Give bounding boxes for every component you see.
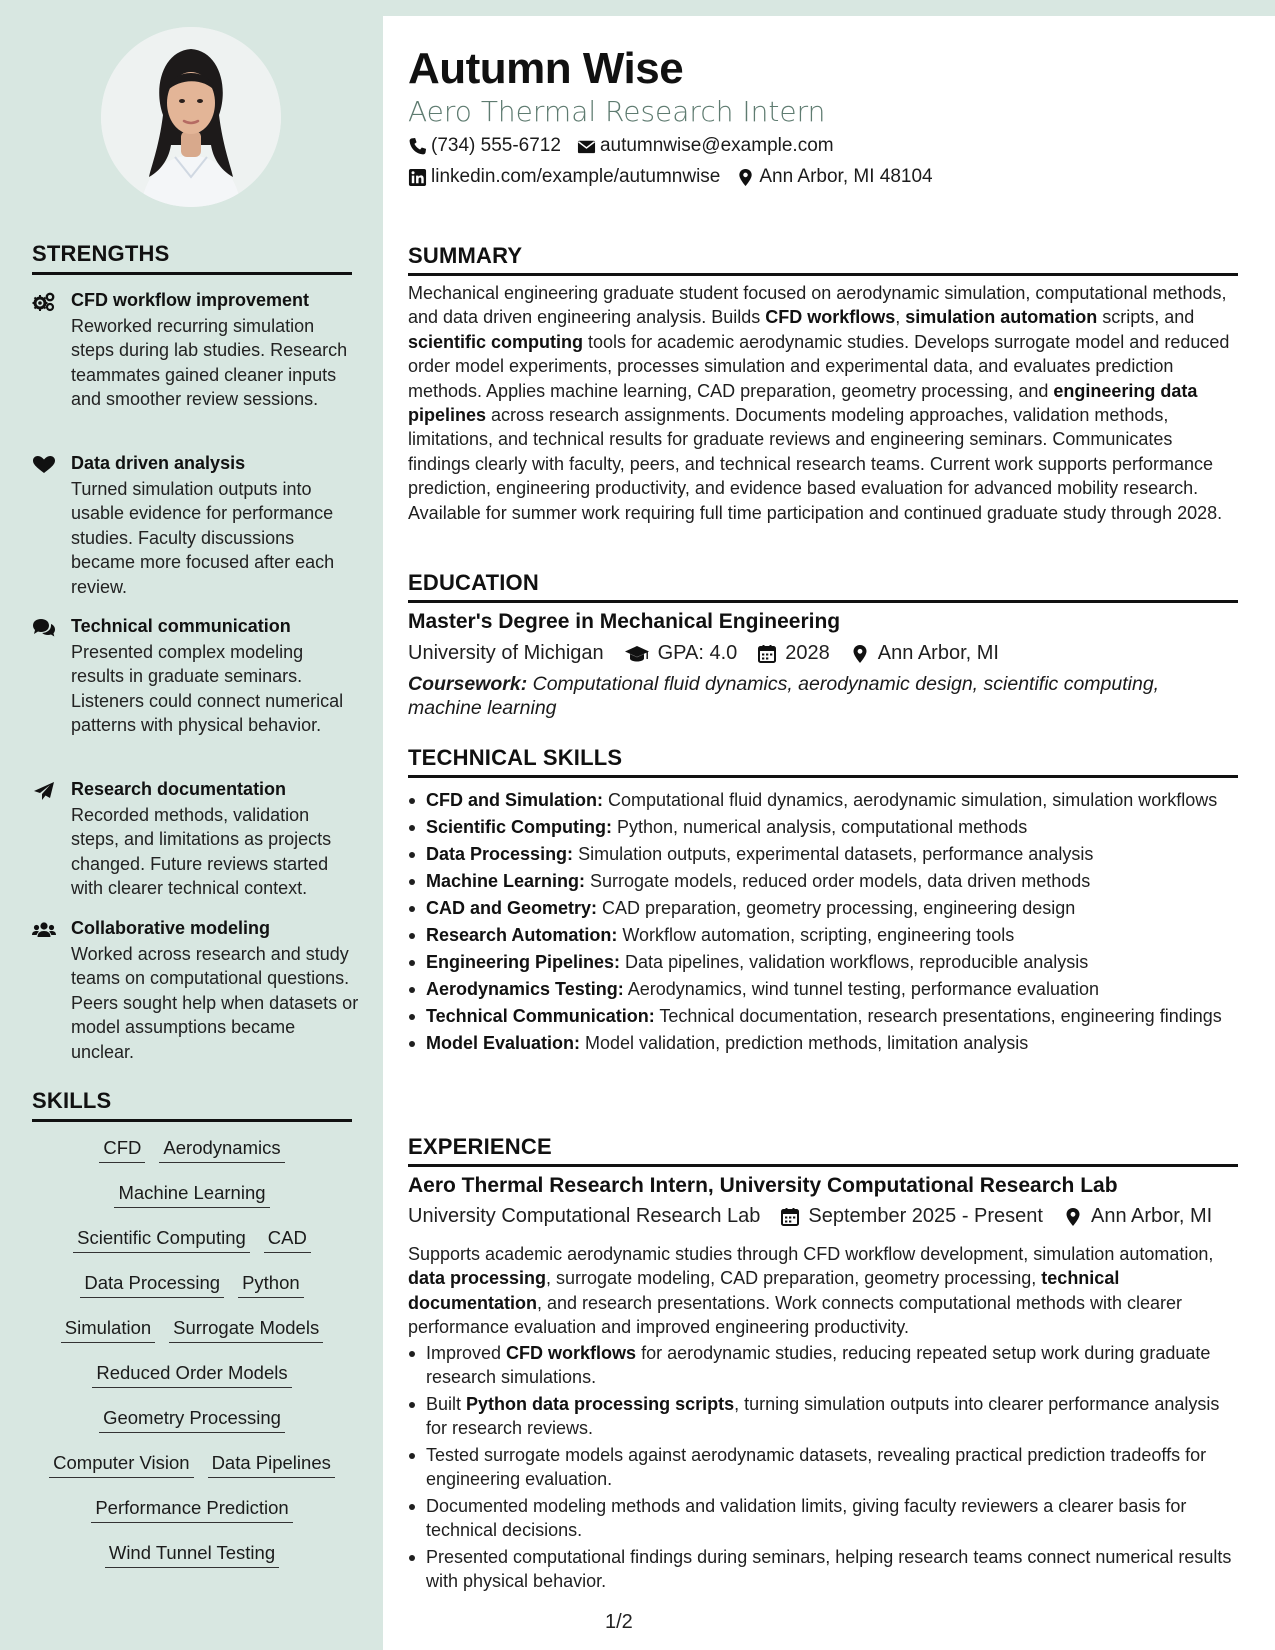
strength-item [32,453,352,603]
phone-contact[interactable] [408,135,561,157]
list-item [408,842,1238,866]
strengths-divider [32,272,352,275]
summary-segment: tools for academic aerodynamic studies. Develops surrogate model and reduced order model experiments, processes simulation and experimental data, and evaluates prediction methods. Applies machine learning, CAD preparation, geometry processing, and [408,331,1230,401]
skill-detail: CAD preparation, geometry processing, engineering design [597,898,1076,918]
school-text: University of Michigan [408,642,604,664]
map-pin-icon [1063,1207,1083,1227]
heart-icon [32,455,56,475]
strength-item [32,290,352,440]
list-item [408,1004,1238,1028]
map-pin-icon [850,644,870,664]
location-contact [736,166,932,188]
graduation-year [757,642,830,665]
skill-chip-row [32,1542,352,1568]
skill-detail: Data pipelines, validation workflows, reproducible analysis [620,952,1089,972]
skill-chip-row [32,1227,352,1253]
skill-chip: Scientific Computing [73,1227,250,1253]
summary-heading: SUMMARY [408,243,523,268]
skill-chip: Reduced Order Models [92,1362,291,1388]
skill-category: Engineering Pipelines: [426,952,621,972]
paper-plane-icon [32,781,56,801]
skill-chip-row [32,1497,352,1523]
skill-detail: Simulation outputs, experimental datasets, performance analysis [573,844,1094,864]
job-title: Aero Thermal Research Intern, University Computational Research Lab [408,1174,1118,1197]
skill-category: Technical Communication: [426,1006,655,1026]
job-location [1063,1205,1212,1228]
school-name [408,642,604,665]
skill-chip-row [32,1182,352,1208]
location-text: Ann Arbor, MI [877,642,999,664]
organization [408,1205,760,1228]
job-summary [408,1242,1238,1340]
skill-chip-row [32,1317,352,1343]
users-icon [32,920,56,940]
summary-segment: across research assignments. Documents modeling approaches, validation methods, limitations, and technical results for graduate reviews and engineering seminars. Communicates findings clearly with faculty, peers, and technical research teams. Current work supports performance prediction, engineering productivity, and evidence based evaluation for advanced mobility research. Available for summer work requiring full time participation and continued graduate study through 2028. [408,405,1223,523]
skill-chip: Machine Learning [114,1182,269,1208]
bullet-text: for aerodynamic studies, reducing repeated setup work during graduate research simulations. [426,1343,1211,1387]
linkedin-text: linkedin.com/example/autumnwise [431,166,721,187]
list-item [408,950,1238,974]
degree-title: Master's Degree in Mechanical Engineering [408,610,841,633]
main-content [383,16,1275,1650]
bullet-keyword: Python data processing scripts [466,1394,735,1414]
bullet-text: Documented modeling methods and validation limits, giving faculty reviewers a clearer basis for technical decisions. [426,1496,1187,1540]
strength-description: Worked across research and study teams on computational questions. Peers sought help when datasets or model assumptions became unclear. [71,944,359,1062]
skill-chip: CFD [99,1137,145,1163]
gpa [624,642,738,665]
list-item [408,1031,1238,1055]
skills-divider [32,1119,352,1122]
linkedin-contact[interactable] [408,166,720,188]
skill-chip: Data Pipelines [208,1452,335,1478]
skill-category: Model Evaluation: [426,1033,581,1053]
candidate-role: Aero Thermal Research Intern [408,95,826,128]
skill-chip-row [32,1362,352,1388]
skill-chip: Simulation [61,1317,155,1343]
strength-title: CFD workflow improvement [71,290,310,310]
skill-detail: Surrogate models, reduced order models, data driven methods [585,871,1091,891]
job-meta [408,1205,1232,1228]
strength-description: Reworked recurring simulation steps during lab studies. Research teammates gained cleaner inputs and smoother review sessions. [71,316,348,410]
summary-keyword: CFD workflows [765,307,896,328]
strength-title: Research documentation [71,779,287,799]
summary-keyword: data processing [408,1268,547,1289]
profile-photo [101,27,281,207]
summary-segment: , surrogate modeling, CAD preparation, geometry processing, [546,1268,1042,1289]
year-text: 2028 [785,642,830,664]
job-dates [780,1205,1043,1228]
experience-bullets [408,1341,1238,1593]
skill-chip-row [32,1137,352,1163]
strength-item [32,779,352,909]
summary-keyword: technical documentation [408,1268,1120,1313]
skill-chip-row [32,1272,352,1298]
strength-description: Presented complex modeling results in graduate seminars. Listeners could connect numerical patterns with physical behavior. [71,642,344,736]
phone-text: (734) 555-6712 [431,135,561,156]
summary-segment: scripts, and [1097,307,1195,328]
skill-category: Data Processing: [426,844,574,864]
skills-heading: SKILLS [32,1088,112,1113]
summary-keyword: engineering data pipelines [408,380,1198,426]
envelope-icon [577,137,596,156]
sidebar [0,0,383,1650]
bullet-text: Built [426,1394,467,1414]
list-item [408,1545,1238,1593]
page-number: 1/2 [605,1611,633,1633]
summary-keyword: scientific computing [408,331,584,352]
email-text: autumnwise@example.com [599,135,834,156]
skill-detail: Model validation, prediction methods, limitation analysis [580,1033,1029,1053]
technical-skills-heading: TECHNICAL SKILLS [408,745,623,770]
skill-chip: Surrogate Models [169,1317,323,1343]
strength-title: Technical communication [71,616,291,636]
calendar-icon [780,1207,800,1227]
list-item [408,869,1238,893]
contact-row [408,166,949,188]
strength-item [32,918,359,1068]
summary-segment: , and research presentations. Work connects computational methods with clearer performance evaluation and improved engineering productivity. [408,1292,1182,1338]
strength-item [32,616,352,766]
skill-chip: Data Processing [80,1272,224,1298]
technical-skills-divider [408,775,1238,778]
list-item [408,815,1238,839]
experience-heading: EXPERIENCE [408,1134,552,1159]
technical-skills-list [408,788,1238,1055]
bullet-text: Improved [426,1343,507,1363]
education-heading: EDUCATION [408,570,539,595]
skill-chip: Geometry Processing [99,1407,285,1433]
bullet-text: Presented computational findings during seminars, helping research teams connect numerical results with physical behavior. [426,1547,1232,1591]
bullet-text: , turning simulation outputs into clearer performance analysis for research reviews. [426,1394,1220,1438]
experience-divider [408,1164,1238,1167]
gears-icon [32,292,56,312]
summary-segment: Supports academic aerodynamic studies through CFD workflow development, simulation automation, [408,1244,1214,1264]
location-text: Ann Arbor, MI 48104 [759,166,933,187]
calendar-icon [757,644,777,664]
list-item [408,788,1238,812]
candidate-name: Autumn Wise [408,44,684,93]
location-text: Ann Arbor, MI [1091,1205,1213,1227]
graduation-cap-icon [624,644,650,664]
skill-detail: Python, numerical analysis, computational methods [612,817,1028,837]
education-location [850,642,999,665]
coursework-list: Computational fluid dynamics, aerodynamic design, scientific computing, machine learning [408,673,1160,719]
education-meta [408,642,1019,665]
comments-icon [32,618,56,638]
organization-text: University Computational Research Lab [408,1205,761,1227]
skill-detail: Workflow automation, scripting, engineering tools [617,925,1015,945]
skill-detail: Aerodynamics, wind tunnel testing, performance evaluation [623,979,1099,999]
map-pin-icon [736,168,755,187]
skill-chip: Python [238,1272,304,1298]
summary-segment: , [895,307,906,328]
list-item [408,896,1238,920]
strength-title: Data driven analysis [71,453,246,473]
skill-category: CAD and Geometry: [426,898,598,918]
list-item [408,1392,1238,1440]
skill-detail: Technical documentation, research presentations, engineering findings [654,1006,1222,1026]
summary-divider [408,273,1238,276]
skill-chip: Computer Vision [49,1452,193,1478]
skill-detail: Computational fluid dynamics, aerodynamic simulation, simulation workflows [603,790,1218,810]
skill-chip: CAD [264,1227,311,1253]
skill-chip: Wind Tunnel Testing [105,1542,279,1568]
skill-chip: Performance Prediction [91,1497,292,1523]
list-item [408,1443,1238,1491]
skill-category: Aerodynamics Testing: [426,979,624,999]
strength-title: Collaborative modeling [71,918,271,938]
dates-text: September 2025 - Present [808,1205,1043,1227]
education-divider [408,600,1238,603]
phone-icon [408,137,427,156]
summary-segment: Mechanical engineering graduate student focused on aerodynamic simulation, computational methods, and data driven engineering analysis. Builds [408,283,1227,328]
linkedin-icon [408,168,427,187]
email-contact[interactable] [577,135,834,157]
strengths-heading: STRENGTHS [32,241,170,266]
list-item [408,1494,1238,1542]
skill-chip-row [32,1452,352,1478]
coursework-label: Coursework: [408,673,528,695]
summary-text [408,281,1238,525]
skill-category: Machine Learning: [426,871,586,891]
strength-description: Recorded methods, validation steps, and limitations as projects changed. Future reviews started with clearer technical context. [71,805,332,899]
summary-keyword: simulation automation [905,307,1098,328]
contact-row [408,135,850,157]
strength-description: Turned simulation outputs into usable evidence for performance studies. Faculty discussions became more focused after each review. [71,479,335,597]
coursework [408,672,1238,720]
skill-chip-row [32,1407,352,1433]
skill-chip: Aerodynamics [159,1137,284,1163]
list-item [408,977,1238,1001]
bullet-keyword: CFD workflows [506,1343,637,1363]
list-item [408,923,1238,947]
bullet-text: Tested surrogate models against aerodynamic datasets, revealing practical prediction tradeoffs for engineering evaluation. [426,1445,1207,1489]
list-item [408,1341,1238,1389]
gpa-text: GPA: 4.0 [657,642,738,664]
skill-category: CFD and Simulation: [426,790,603,810]
skill-category: Scientific Computing: [426,817,612,837]
skill-category: Research Automation: [426,925,618,945]
